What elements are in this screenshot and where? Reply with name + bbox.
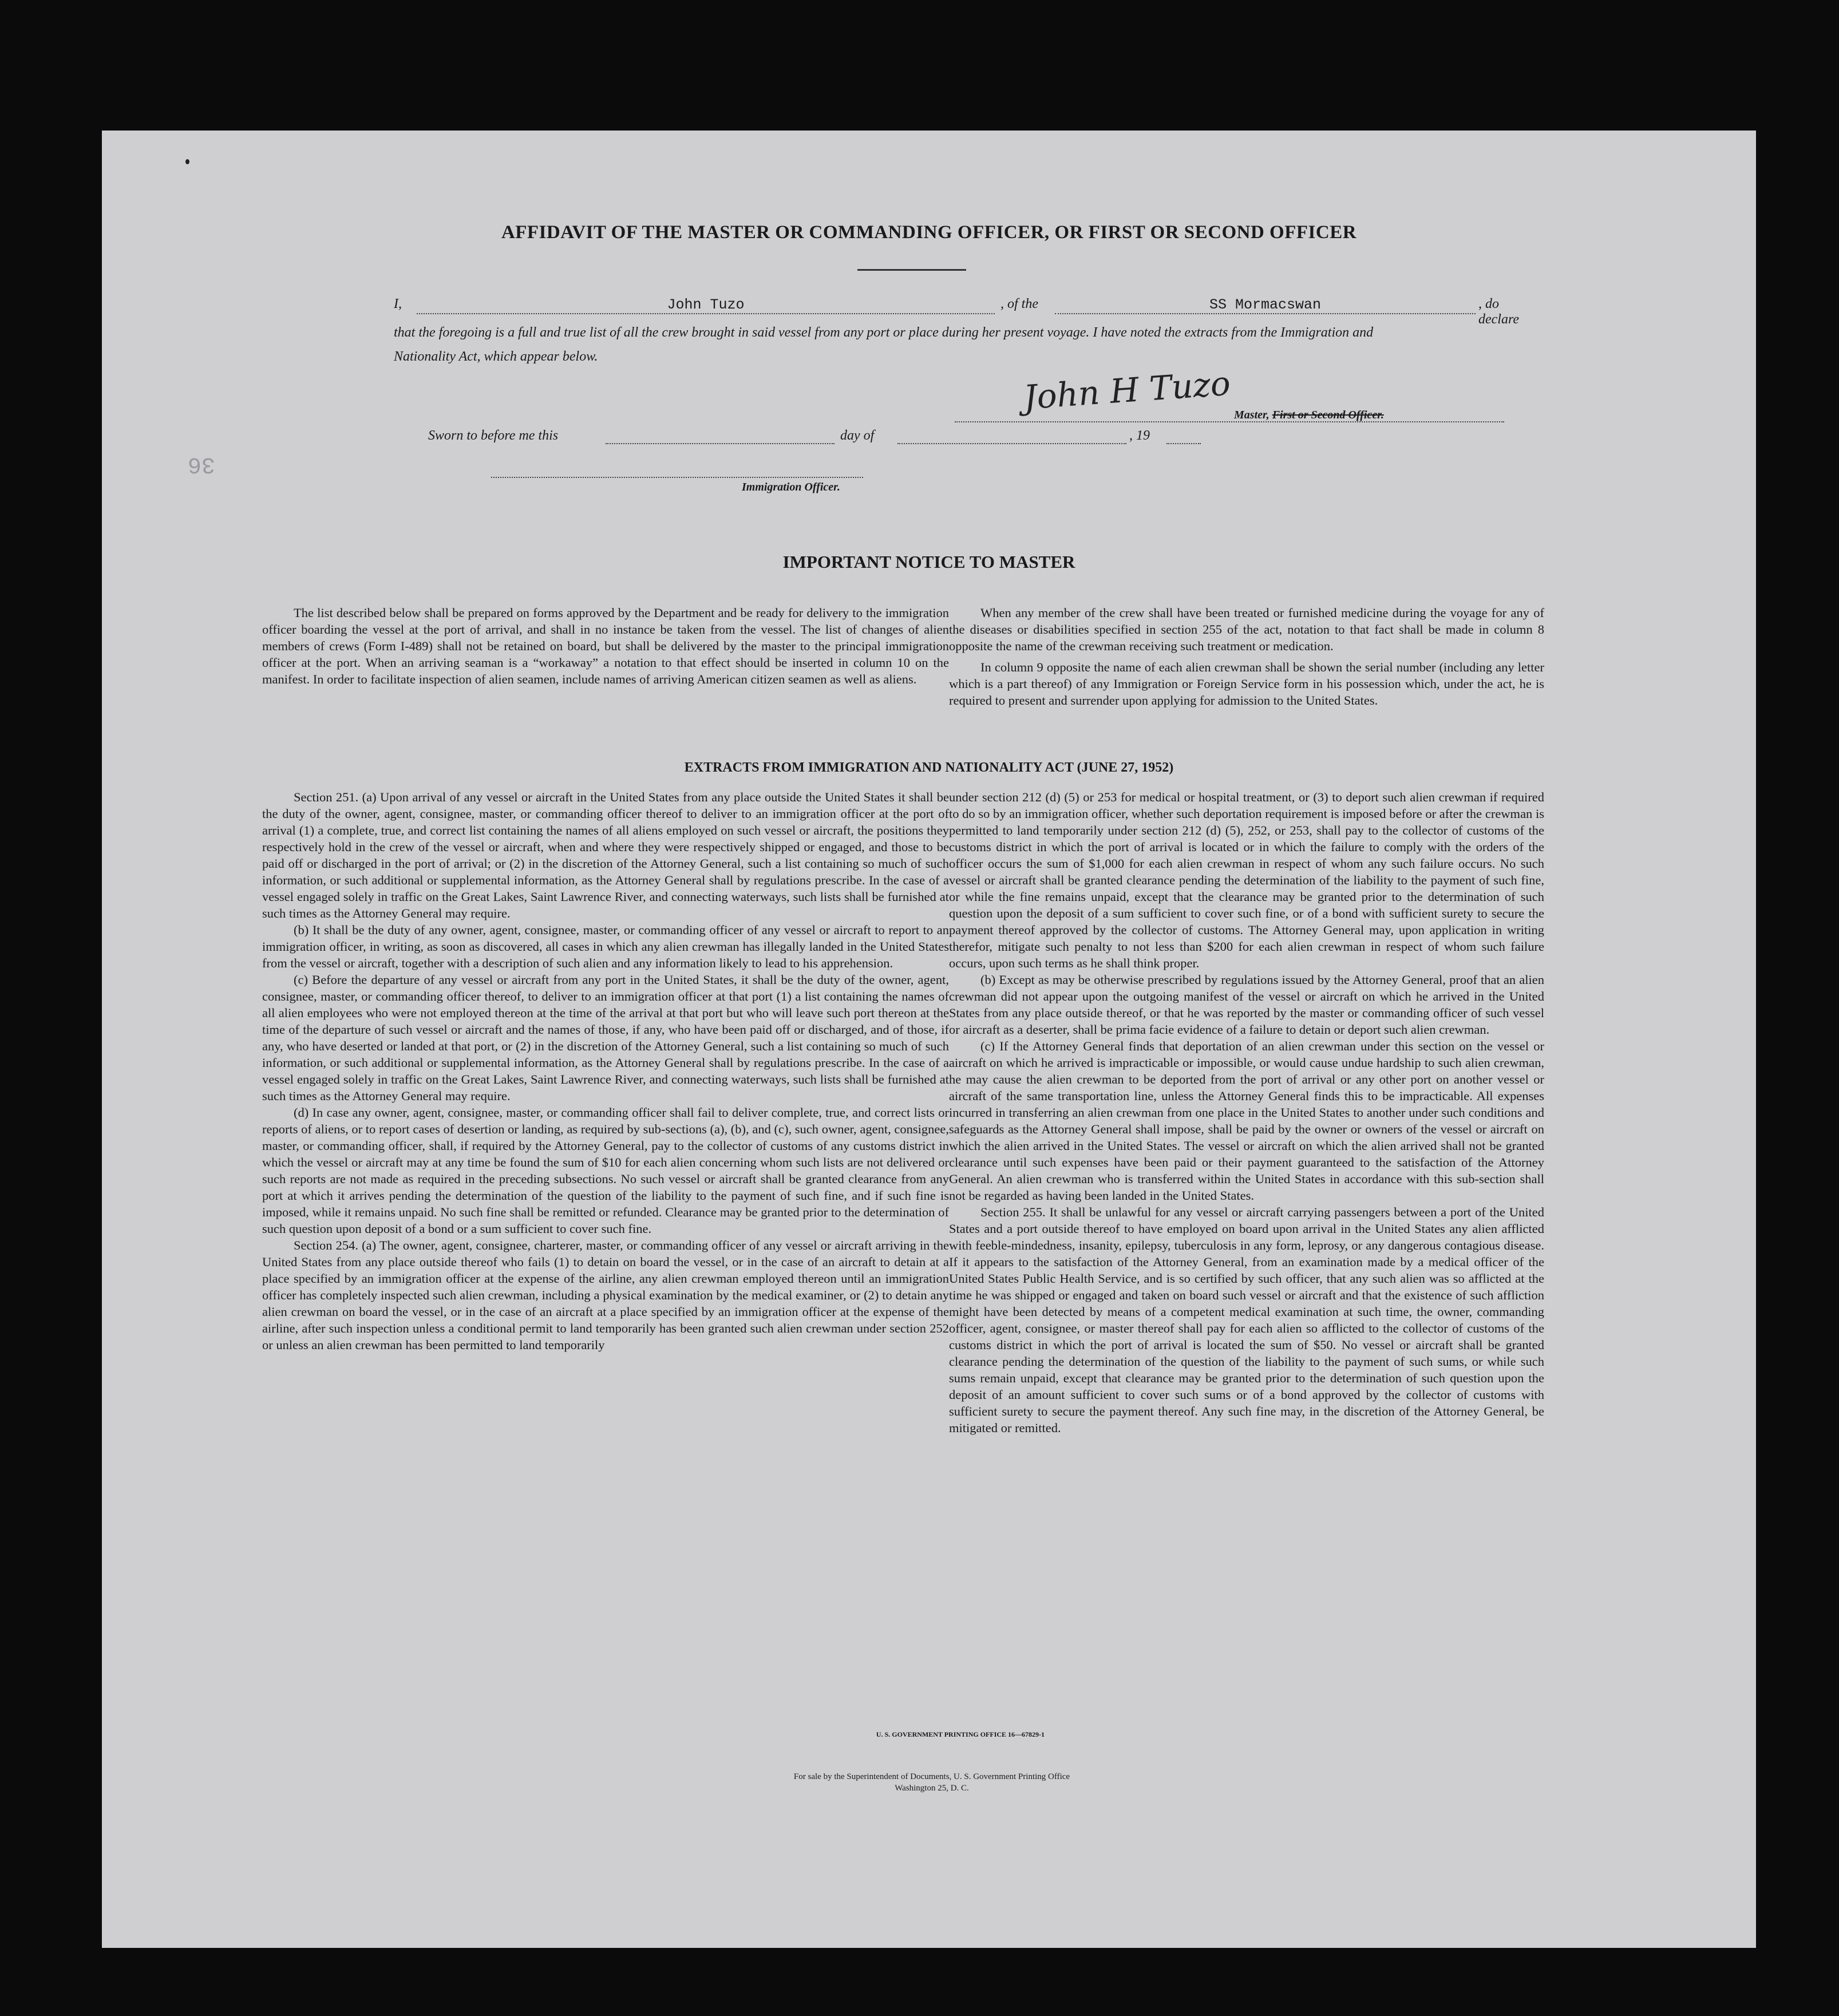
section-251-d: (d) In case any owner, agent, consignee, master, or commanding officer shall fail to deliver complete, true, and correct lists or reports of aliens, or to report cases of desertion or landing, as required by sub-sections (a), (b), and (c), such owner, agent, consignee, master, or commanding officer, shall, if required by the Attorney General, pay to the collector of customs of any customs district in which the vessel or aircraft may at any time be found the sum of $10 for each alien concerning whom such lists are not delivered or such reports are not made as required in the preceding subsections. No such vessel or aircraft shall be granted clearance from any port at which it arrives pending the determination of the question of the liability to the payment of such fine, and if such fine is imposed, while it remains unpaid. No such fine shall be remitted or refunded. Clearance may be granted prior to the determination of such question upon deposit of a bond or a sum sufficient to cover such fine.: [262, 1105, 949, 1236]
notice-right-column: [949, 604, 1544, 709]
immigration-officer-signature-line: [491, 477, 863, 478]
i-label: I,: [394, 297, 402, 311]
title-underline: [857, 269, 966, 271]
extracts-right-column: [949, 789, 1544, 1436]
notice-right-paragraph-1: When any member of the crew shall have been treated or furnished medicine during the voyage for any of the diseases or disabilities specified in section 255 of the act, notation to that fact shall be made in column 8 opposite the name of the crewman receiving such treatment or medication.: [949, 606, 1544, 653]
day-of-label: day of: [840, 428, 875, 443]
master-label: Master,: [1234, 409, 1269, 421]
of-the-label: , of the: [1000, 297, 1038, 311]
notice-title: IMPORTANT NOTICE TO MASTER: [782, 552, 1075, 572]
sworn-label: Sworn to before me this: [428, 428, 559, 443]
bleed-through-page-number: 36: [188, 451, 216, 477]
scan-speck: [185, 159, 189, 164]
section-254-c: (c) If the Attorney General finds that deportation of an alien crewman under this section on the vessel or aircraft on which he arrived is impracticable or impossible, or would cause undue hardship to such alien crewman, he may cause the alien crewman to be deported from the port of arrival or any other port on another vessel or aircraft of the same transportation line, unless the Attorney General finds this to be impracticable. All expenses incurred in transferring an alien crewman from one place in the United States to another under such conditions and safeguards as the Attorney General shall impose, shall be paid by the owner or owners of the vessel or aircraft on which the alien arrived in the United States. The vessel or aircraft on which the alien arrived shall not be granted clearance until such expenses have been paid or their payment guaranteed to the satisfaction of the Attorney General. An alien crewman who is transferred within the United States in accordance with this sub-section shall not be regarded as having been landed in the United States.: [949, 1039, 1544, 1203]
section-254-a-continued: under section 212 (d) (5) or 253 for medical or hospital treatment, or (3) to deport such alien crewman if required to do so by an immigration officer, whether such deportation requirement is imposed before or after the crewman is permitted to land temporarily under section 212 (d) (5), 252, or 253, shall pay to the collector of customs of the customs district in which the port of arrival is located or in which the failure to comply with the orders of the officer occurs the sum of $1,000 for each alien crewman in respect of whom any such failure occurs. No such vessel or aircraft shall be granted clearance pending the determination of the liability to the payment of such fine, or while the fine remains unpaid, except that the clearance may be granted prior to the determination of such question upon the deposit of a sum sufficient to cover such fine, or of a bond with sufficient surety to secure the payment thereof approved by the collector of customs. The Attorney General may, upon application in writing therefor, mitigate such penalty to not less than $200 for each alien crewman in respect of whom such failure occurs, upon such terms as he shall think proper.: [949, 790, 1544, 970]
sworn-month-field[interactable]: [897, 428, 1126, 444]
master-signature: John H Tuzo: [1022, 363, 1232, 417]
document-page: [102, 131, 1756, 1948]
section-254-b: (b) Except as may be otherwise prescribed by regulations issued by the Attorney General, proof that an alien crewman did not appear upon the outgoing manifest of the vessel or aircraft on which he arrived in the United States from any place outside thereof, or that he was reported by the master or commanding officer of such vessel or aircraft as a deserter, shall be prima facie evidence of a failure to detain or deport such alien crewman.: [949, 973, 1544, 1037]
footer-line-1: For sale by the Superintendent of Documents, U. S. Government Printing Office: [793, 1772, 1070, 1781]
extracts-title: EXTRACTS FROM IMMIGRATION AND NATIONALITY ACT (JUNE 27, 1952): [684, 760, 1174, 775]
struck-officer-label: First or Second Officer.: [1272, 409, 1384, 421]
sworn-year-field[interactable]: [1166, 428, 1201, 444]
printing-office-line: U. S. GOVERNMENT PRINTING OFFICE 16—67829-1: [876, 1730, 1045, 1738]
section-251-c: (c) Before the departure of any vessel or aircraft from any port in the United States, it shall be the duty of the owner, agent, consignee, master, or commanding officer thereof, to deliver to an immigration officer at that port (1) a list containing the names of all alien employees who were not employed thereon at the time of the arrival at that port but who will leave such port thereon at the time of the departure of such vessel or aircraft and the names of those, if any, who have been paid off or discharged, and of those, if any, who have deserted or landed at that port, or (2) in the discretion of the Attorney General, such a list containing so much of such information, or such additional or supplemental information, as the Attorney General shall by regulations prescribe. In the case of a vessel engaged solely in traffic on the Great Lakes, Saint Lawrence River, and connecting waterways, such lists shall be furnished at such times as the Attorney General may require.: [262, 973, 949, 1103]
signature-line: [955, 420, 1504, 422]
immigration-officer-label: Immigration Officer.: [742, 481, 840, 493]
notice-left-paragraph: The list described below shall be prepared on forms approved by the Department and be ready for delivery to the immigration officer boarding the vessel at the port of arrival, and shall in no instance be taken from the vessel. The list of changes of alien members of crews (Form I-489) shall not be retained on board, but shall be delivered by the master to the principal immigration officer at the port. When an arriving seaman is a “workaway” a notation to that effect should be inserted in column 10 on the manifest. In order to facilitate inspection of alien seamen, include names of arriving American citizen seamen as well as aliens.: [262, 606, 949, 686]
sworn-line: [428, 428, 1287, 451]
footer-line-2: Washington 25, D. C.: [895, 1784, 969, 1793]
affidavit-title: AFFIDAVIT OF THE MASTER OR COMMANDING OFFICER, OR FIRST OR SECOND OFFICER: [501, 222, 1357, 243]
notice-left-column: [262, 604, 949, 687]
declaration-statement: that the foregoing is a full and true list of all the crew brought in said vessel from any port or place during her present voyage. I have noted the extracts from the Immigration and Nationality Act, which appear below.: [394, 325, 1374, 364]
declaration-line: [394, 297, 1539, 327]
section-255: Section 255. It shall be unlawful for any vessel or aircraft carrying passengers between a port of the United States and a port outside thereof to have employed on board upon arrival in the United States any alien afflicted with feeble-mindedness, insanity, epilepsy, tuberculosis in any form, leprosy, or any dangerous contagious disease. If it appears to the satisfaction of the Attorney General, from an examination made by a medical officer of the United States Public Health Service, and is so certified by such officer, that any such alien was so afflicted at the time he was shipped or engaged and taken on board such vessel or aircraft and that the existence of such affliction might have been detected by means of a competent medical examination at such time, the owner, commanding officer, agent, consignee, or master thereof shall pay for each alien so afflicted to the collector of customs of the customs district in which the port of arrival is located the sum of $50. No vessel or aircraft shall be granted clearance pending the determination of the question of the liability to the payment of such sums, or while such sums remain unpaid, except that clearance may be granted prior to the determination of such question upon the deposit of an amount sufficient to cover such sums or of a bond approved by the collector of customs with sufficient surety to secure the payment thereof. Any such fine may, in the discretion of the Attorney General, be mitigated or remitted.: [949, 1205, 1544, 1435]
section-251-b: (b) It shall be the duty of any owner, agent, consignee, master, or commanding officer of any vessel or aircraft to report to an immigration officer, in writing, as soon as discovered, all cases in which any alien crewman has illegally landed in the United States from the vessel or aircraft, together with a description of such alien and any information likely to lead to his apprehension.: [262, 923, 949, 970]
notice-right-paragraph-2: In column 9 opposite the name of each alien crewman shall be shown the serial number (including any letter which is a part thereof) of any Immigration or Foreign Service form in his possession which, under the act, he is required to present and surrender upon applying for admission to the United States.: [949, 660, 1544, 707]
section-251-a: Section 251. (a) Upon arrival of any vessel or aircraft in the United States from any place outside the United States it shall be the duty of the owner, agent, consignee, master, or commanding officer thereof to deliver to an immigration officer at the port of arrival (1) a complete, true, and correct list containing the names of all aliens employed on such vessel or aircraft, the positions they respectively hold in the crew of the vessel or aircraft, when and where they were respectively shipped or engaged, and those to be paid off or discharged in the port of arrival; or (2) in the discretion of the Attorney General, such a list containing so much of such information, or such additional or supplemental information, as the Attorney General shall by regulations prescribe. In the case of a vessel engaged solely in traffic on the Great Lakes, Saint Lawrence River, and connecting waterways, such lists shall be furnished at such times as the Attorney General may require.: [262, 790, 949, 920]
master-name-field[interactable]: John Tuzo: [417, 297, 995, 314]
year-label: , 19: [1129, 428, 1150, 443]
master-title-line: [1234, 409, 1384, 422]
vessel-name-field[interactable]: SS Mormacswan: [1055, 297, 1476, 314]
do-declare-label: , do declare: [1478, 297, 1520, 327]
section-254-a: Section 254. (a) The owner, agent, consignee, charterer, master, or commanding officer of any vessel or aircraft arriving in the United States from any place outside thereof who fails (1) to detain on board the vessel, or in the case of an aircraft to detain at a place specified by an immigration officer at the expense of the airline, any alien crewman employed thereon until an immigration officer has completely inspected such alien crewman, including a physical examination by the medical examiner, or (2) to detain any alien crewman on board the vessel, or in the case of an aircraft at a place specified by an immigration officer at the expense of the airline, after such inspection unless a conditional permit to land temporarily has been granted such alien crewman under section 252 or unless an alien crewman has been permitted to land temporarily: [262, 1238, 949, 1352]
extracts-left-column: [262, 789, 949, 1353]
sworn-day-field[interactable]: [606, 428, 835, 444]
